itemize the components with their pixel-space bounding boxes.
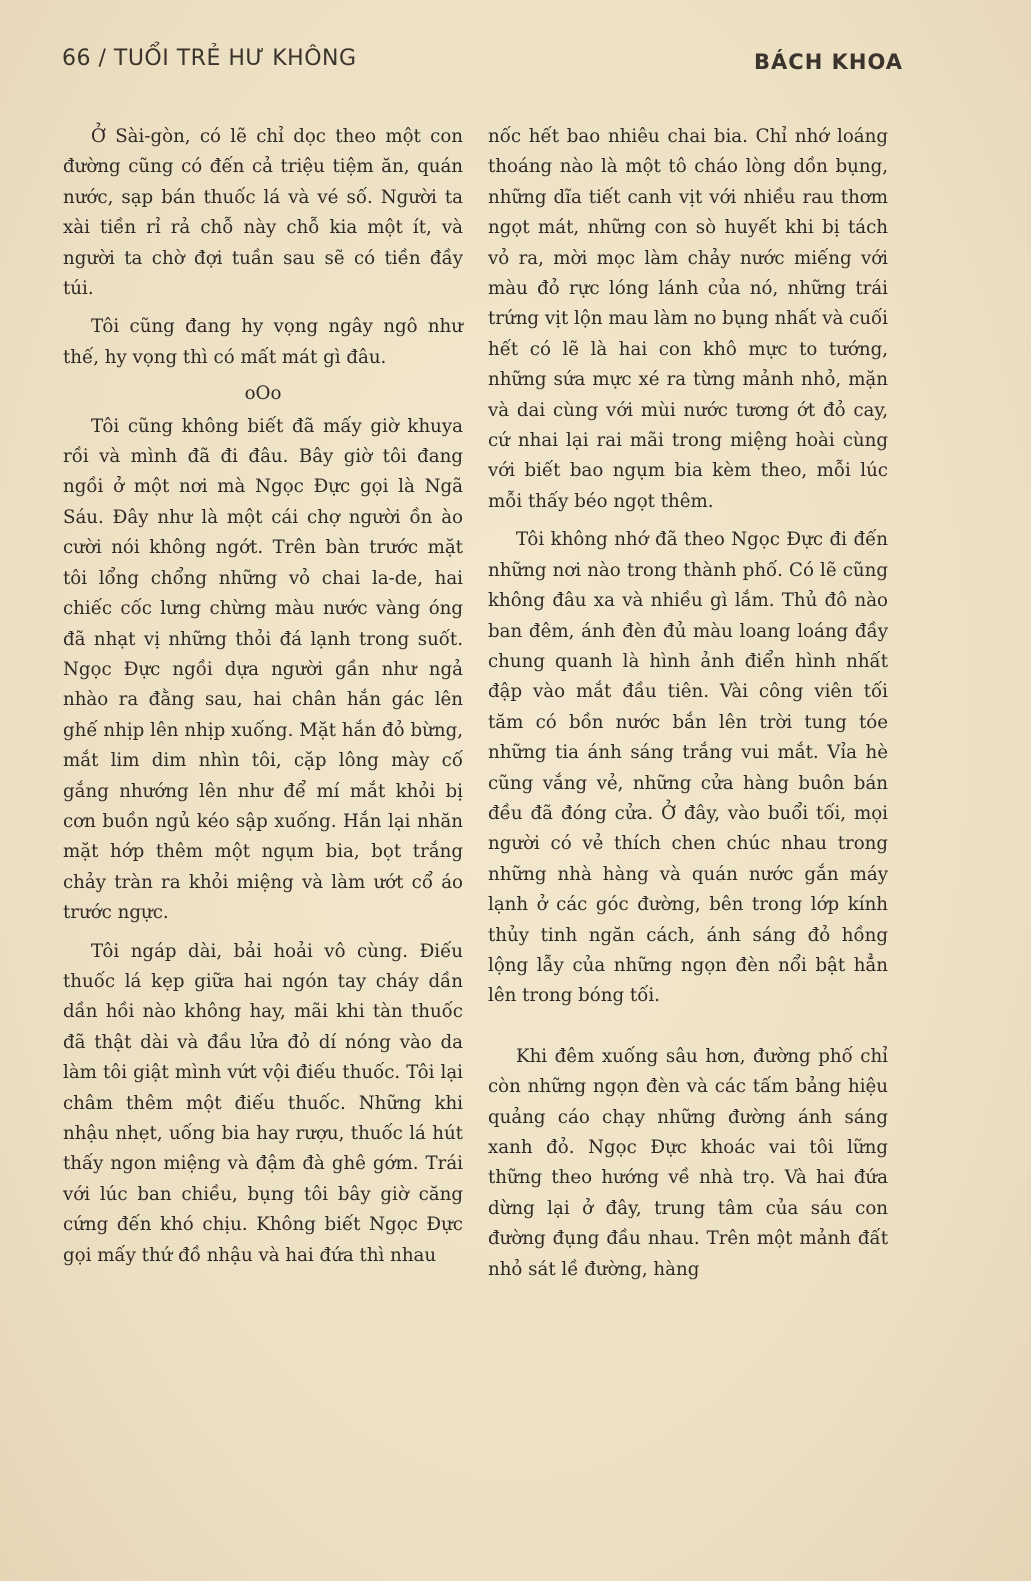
magazine-name: BÁCH KHOA bbox=[754, 50, 903, 74]
paragraph: Tôi ngáp dài, bải hoải vô cùng. Điếu thuốc lá kẹp giữa hai ngón tay cháy dần dần hồi nào không hay, mãi khi tàn thuốc đã thật dài và đầu lửa đỏ dí nóng vào da làm tôi giật mình vứt vội điếu thuốc. Tôi lại châm thêm một điếu thuốc. Những khi nhậu nhẹt, uống bia hay rượu, thuốc lá hút thấy ngon miệng và đậm đà ghê gớm. Trái với lúc ban chiều, bụng tôi bây giờ căng cứng đến khó chịu. Không biết Ngọc Đực gọi mấy thứ đồ nhậu và hai đứa thì nhau bbox=[63, 940, 463, 1266]
paragraph: Tôi cũng không biết đã mấy giờ khuya rồi và mình đã đi đâu. Bây giờ tôi đang ngồi ở một nơi mà Ngọc Đực gọi là Ngã Sáu. Đây như là một cái chợ người ồn ào cười nói không ngớt. Trên bàn trước mặt tôi lổng chổng những vỏ chai la-de, hai chiếc cốc lưng chừng màu nước vàng óng đã nhạt vị những thỏi đá lạnh trong suốt. Ngọc Đực ngồi dựa người gần như ngả nhào ra đằng sau, hai chân hắn gác lên ghế nhịp lên nhịp xuống. Mặt hắn đỏ bừng, mắt lim dim nhìn tôi, cặp lông mày cố gắng nhướng lên như để mí mắt khỏi bị cơn buồn ngủ kéo sập xuống. Hắn lại nhăn mặt hớp thêm một ngụm bia, bọt trắng chảy tràn ra khỏi miệng và làm ướt cổ áo trước ngực. bbox=[63, 415, 463, 924]
paragraph: Ở Sài-gòn, có lẽ chỉ dọc theo một con đường cũng có đến cả triệu tiệm ăn, quán nước, sạp bán thuốc lá và vé số. Người ta xài tiền rỉ rả chỗ này chỗ kia một ít, và người ta chờ đợi tuần sau sẽ có tiền đầy túi. bbox=[63, 126, 463, 300]
right-column bbox=[488, 122, 888, 1285]
page-header bbox=[62, 40, 903, 80]
section-separator: oOo bbox=[244, 383, 282, 405]
page-number-title: 66 / TUỔI TRẺ HƯ KHÔNG bbox=[62, 46, 357, 71]
paragraph: Tôi không nhớ đã theo Ngọc Đực đi đến những nơi nào trong thành phố. Có lẽ cũng không đâu xa và nhiều gì lắm. Thủ đô nào ban đêm, ánh đèn đủ màu loang loáng đầy chung quanh là hình ảnh điển hình nhất đập vào mắt đầu tiên. Vài công viên tối tăm có bồn nước bắn lên trời tung tóe những tia ánh sáng trắng vui mắt. Vỉa hè cũng vắng vẻ, những cửa hàng buôn bán đều đã đóng cửa. Ở đây, vào buổi tối, mọi người có vẻ thích chen chúc nhau trong những nhà hàng và quán nước gắn máy lạnh ở các góc đường, bên trong lớp kính thủy tinh ngăn cách, ánh sáng đỏ hồng lộng lẫy của những ngọn đèn nổi bật hẳn lên trong bóng tối. bbox=[488, 529, 888, 1007]
left-column bbox=[63, 122, 463, 1271]
paragraph: Tôi cũng đang hy vọng ngây ngô như thế, hy vọng thì có mất mát gì đâu. bbox=[63, 316, 463, 368]
paragraph: nốc hết bao nhiêu chai bia. Chỉ nhớ loáng thoáng nào là một tô cháo lòng dồn bụng, những dĩa tiết canh vịt với nhiều rau thơm ngọt mát, những con sò huyết khi bị tách vỏ ra, mời mọc làm chảy nước miếng với màu đỏ rực lóng lánh của nó, những trái trứng vịt lộn mau làm no bụng nhất và cuối hết có lẽ là hai con khô mực to tướng, những sứa mực xé ra từng mảnh nhỏ, mặn và dai cùng với mùi nước tương ớt đỏ cay, cứ nhai lại rai mãi trong miệng hoài cùng với biết bao ngụm bia kèm theo, mỗi lúc mỗi thấy béo ngọt thêm. bbox=[488, 126, 888, 512]
paragraph: Khi đêm xuống sâu hơn, đường phố chỉ còn những ngọn đèn và các tấm bảng hiệu quảng cáo chạy những đường ánh sáng xanh đỏ. Ngọc Đực khoác vai tôi lững thững theo hướng về nhà trọ. Và hai đứa dừng lại ở đây, trung tâm của sáu con đường đụng đầu nhau. Trên một mảnh đất nhỏ sát lề đường, hàng bbox=[488, 1045, 888, 1280]
